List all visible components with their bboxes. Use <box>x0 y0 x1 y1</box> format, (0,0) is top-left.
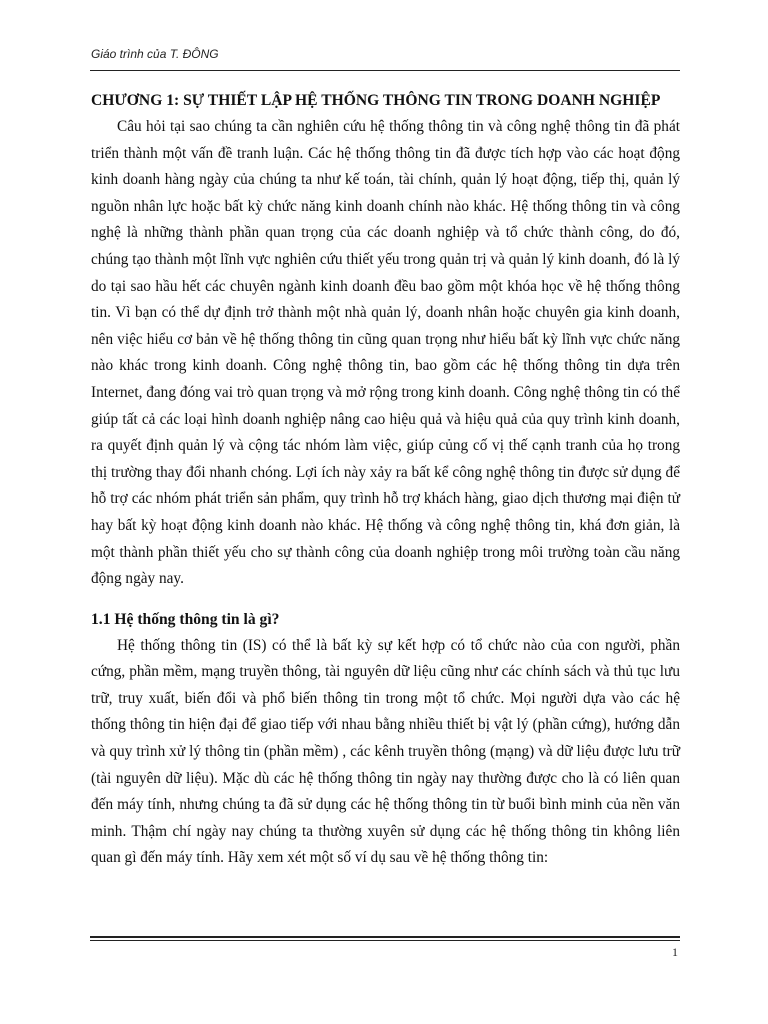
running-header: Giáo trình của T. ĐÔNG <box>91 47 219 61</box>
page-number: 1 <box>672 945 678 959</box>
page-content <box>91 88 680 872</box>
section-paragraph: Hệ thống thông tin (IS) có thể là bất kỳ sự kết hợp có tổ chức nào của con người, phần cứng, phần mềm, mạng truyền thông, tài nguyên dữ liệu cũng như các chính sách và thủ tục lưu trữ, truy xuất, biến đổi và phổ biến thông tin trong một tổ chức. Mọi người dựa vào các hệ thống thông tin hiện đại để giao tiếp với nhau bằng nhiều thiết bị vật lý (phần cứng), hướng dẫn và quy trình xử lý thông tin (phần mềm) , các kênh truyền thông (mạng) và dữ liệu được lưu trữ (tài nguyên dữ liệu). Mặc dù các hệ thống thông tin ngày nay thường được cho là có liên quan đến máy tính, nhưng chúng ta đã sử dụng các hệ thống thông tin từ buổi bình minh của nền văn minh. Thậm chí ngày nay chúng ta thường xuyên sử dụng các hệ thống thông tin không liên quan gì đến máy tính. Hãy xem xét một số ví dụ sau về hệ thống thông tin: <box>91 636 680 867</box>
chapter-title: CHƯƠNG 1: SỰ THIẾT LẬP HỆ THỐNG THÔNG TIN TRONG DOANH NGHIỆP <box>91 92 661 109</box>
header-divider <box>90 70 680 71</box>
footer-divider-thin <box>90 940 680 941</box>
section-heading: 1.1 Hệ thống thông tin là gì? <box>91 610 280 628</box>
footer-divider-thick <box>90 936 680 938</box>
chapter-intro-paragraph: Câu hỏi tại sao chúng ta cần nghiên cứu hệ thống thông tin và công nghệ thông tin đã phát triển thành một vấn đề tranh luận. Các hệ thống thông tin đã được tích hợp vào các hoạt động kinh doanh hàng ngày của chúng ta như kế toán, tài chính, quản lý hoạt động, tiếp thị, quản lý nguồn nhân lực hoặc bất kỳ chức năng kinh doanh chính nào khác. Hệ thống thông tin và công nghệ là những thành phần quan trọng của các doanh nghiệp và tổ chức thành công, do đó, chúng tạo thành một lĩnh vực nghiên cứu thiết yếu trong quản trị và quản lý kinh doanh, đó là lý do tại sao hầu hết các chuyên ngành kinh doanh đều bao gồm một khóa học về hệ thống thông tin. Vì bạn có thể dự định trở thành một nhà quản lý, doanh nhân hoặc chuyên gia kinh doanh, nên việc hiểu cơ bản về hệ thống thông tin cũng quan trọng như hiểu bất kỳ lĩnh vực chức năng nào khác trong kinh doanh. Công nghệ thông tin, bao gồm các hệ thống thông tin dựa trên Internet, đang đóng vai trò quan trọng và mở rộng trong kinh doanh. Công nghệ thông tin có thể giúp tất cả các loại hình doanh nghiệp nâng cao hiệu quả và hiệu quả của quy trình kinh doanh, ra quyết định quản lý và cộng tác nhóm làm việc, giúp củng cố vị thế cạnh tranh của họ trong thị trường thay đổi nhanh chóng. Lợi ích này xảy ra bất kể công nghệ thông tin được sử dụng để hỗ trợ các nhóm phát triển sản phẩm, quy trình hỗ trợ khách hàng, giao dịch thương mại điện tử hay bất kỳ hoạt động kinh doanh nào khác. Hệ thống và công nghệ thông tin, khá đơn giản, là một thành phần thiết yếu cho sự thành công của doanh nghiệp trong môi trường toàn cầu năng động ngày nay. <box>91 118 680 588</box>
